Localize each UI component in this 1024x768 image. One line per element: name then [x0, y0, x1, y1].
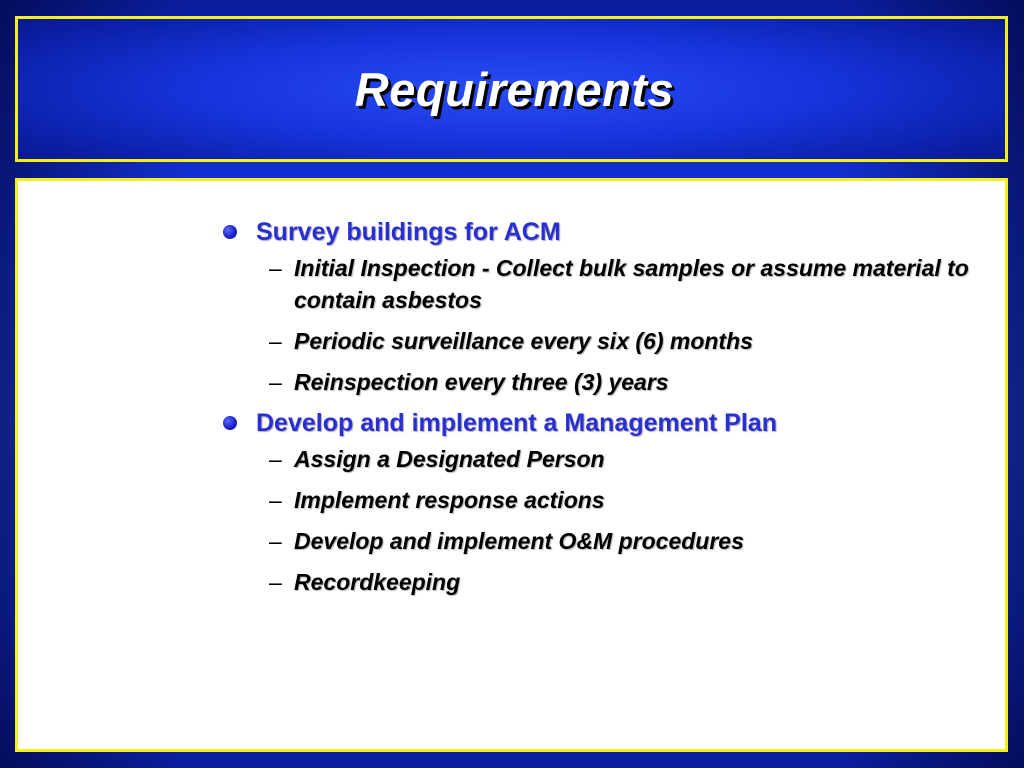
bullet-item — [218, 216, 998, 398]
sub-bullet-item — [256, 443, 998, 475]
bullet-dot-icon — [223, 225, 237, 239]
dash-icon: – — [269, 255, 282, 281]
bullet-list — [218, 216, 998, 607]
dash-icon: – — [269, 528, 282, 554]
bullet-item — [218, 407, 998, 598]
content-panel — [15, 178, 1008, 752]
sub-bullet-text: Assign a Designated Person — [294, 446, 605, 472]
sub-bullet-item — [256, 484, 998, 516]
title-panel — [15, 16, 1008, 162]
sub-bullet-text: Initial Inspection - Collect bulk samples or assume material to contain asbestos — [294, 255, 969, 313]
dash-icon: – — [269, 487, 282, 513]
bullet-text: Survey buildings for ACM — [256, 218, 561, 246]
sub-bullet-item — [256, 525, 998, 557]
sub-bullet-text: Develop and implement O&M procedures — [294, 528, 744, 554]
sub-bullet-list — [256, 443, 998, 598]
dash-icon: – — [269, 569, 282, 595]
sub-bullet-item — [256, 325, 998, 357]
dash-icon: – — [269, 369, 282, 395]
sub-bullet-list — [256, 252, 998, 398]
bullet-dot-icon — [223, 416, 237, 430]
bullet-text: Develop and implement a Management Plan — [256, 409, 777, 437]
slide-title: Requirements — [354, 62, 675, 116]
sub-bullet-item — [256, 366, 998, 398]
sub-bullet-item — [256, 566, 998, 598]
sub-bullet-text: Reinspection every three (3) years — [294, 369, 669, 395]
sub-bullet-text: Recordkeeping — [294, 569, 461, 595]
dash-icon: – — [269, 328, 282, 354]
dash-icon: – — [269, 446, 282, 472]
sub-bullet-item — [256, 252, 998, 316]
sub-bullet-text: Periodic surveillance every six (6) months — [294, 328, 753, 354]
sub-bullet-text: Implement response actions — [294, 487, 605, 513]
